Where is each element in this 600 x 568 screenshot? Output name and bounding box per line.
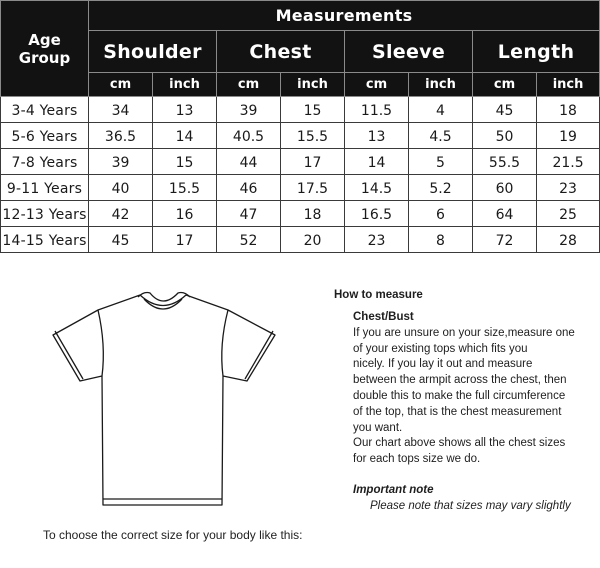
shoulder-cm-cell: 36.5: [89, 123, 153, 149]
guide-title: How to measure: [334, 289, 423, 301]
age-cell: 7-8 Years: [1, 149, 89, 175]
length-inch-cell: 23: [537, 175, 600, 201]
guide-line: If you are unsure on your size,measure one: [353, 326, 575, 339]
size-caption: To choose the correct size for your body like this:: [43, 528, 303, 542]
measurements-header: Measurements: [89, 1, 600, 31]
guide-line: for each tops size we do.: [353, 453, 481, 466]
chest-inch-cell: 20: [281, 227, 345, 253]
spacer: [353, 468, 600, 483]
guide-line: Our chart above shows all the chest sizes: [353, 437, 566, 450]
chest-cm-cell: 47: [217, 201, 281, 227]
length-inch-cell: 19: [537, 123, 600, 149]
important-note-title: Important note: [353, 483, 434, 496]
chest-cm-cell: 52: [217, 227, 281, 253]
guide-line: of the top, that is the chest measurement: [353, 405, 562, 418]
length-cm-cell: 50: [473, 123, 537, 149]
length-cm-cell: 72: [473, 227, 537, 253]
age-cell: 3-4 Years: [1, 97, 89, 123]
sleeve-cm-cell: 16.5: [345, 201, 409, 227]
sleeve-cm-cell: 14.5: [345, 175, 409, 201]
shoulder-header: Shoulder: [89, 31, 217, 73]
shoulder-cm-cell: 40: [89, 175, 153, 201]
shoulder-inch-cell: 15: [153, 149, 217, 175]
table-row: [1, 175, 600, 201]
shoulder-inch-cell: 14: [153, 123, 217, 149]
sleeve-inch-header: inch: [409, 73, 473, 97]
length-cm-cell: 64: [473, 201, 537, 227]
sleeve-cm-cell: 14: [345, 149, 409, 175]
sleeve-inch-cell: 8: [409, 227, 473, 253]
chest-inch-cell: 17.5: [281, 175, 345, 201]
guide-line: between the armpit across the chest, then: [353, 374, 567, 387]
shoulder-cm-cell: 34: [89, 97, 153, 123]
chest-cm-cell: 40.5: [217, 123, 281, 149]
important-note-text: Please note that sizes may vary slightly: [370, 499, 571, 512]
length-inch-header: inch: [537, 73, 600, 97]
chest-inch-cell: 17: [281, 149, 345, 175]
table-row: [1, 227, 600, 253]
guide-line: double this to make the full circumference: [353, 389, 566, 402]
guide-line: of your existing tops which fits you: [353, 342, 528, 355]
guide-body: [334, 310, 600, 515]
length-cm-cell: 60: [473, 175, 537, 201]
chest-cm-cell: 46: [217, 175, 281, 201]
chest-cm-header: cm: [217, 73, 281, 97]
shoulder-inch-cell: 15.5: [153, 175, 217, 201]
sleeve-header: Sleeve: [345, 31, 473, 73]
sleeve-inch-cell: 5.2: [409, 175, 473, 201]
age-group-header: [1, 1, 89, 97]
table-row: [1, 201, 600, 227]
sleeve-cm-cell: 13: [345, 123, 409, 149]
sleeve-inch-cell: 4: [409, 97, 473, 123]
guide-subtitle: Chest/Bust: [353, 311, 414, 323]
chest-header: Chest: [217, 31, 345, 73]
size-chart-table: [0, 0, 600, 253]
age-cell: 5-6 Years: [1, 123, 89, 149]
chest-inch-cell: 18: [281, 201, 345, 227]
sleeve-cm-header: cm: [345, 73, 409, 97]
shoulder-cm-cell: 42: [89, 201, 153, 227]
length-cm-cell: 45: [473, 97, 537, 123]
sleeve-inch-cell: 4.5: [409, 123, 473, 149]
sleeve-cm-cell: 23: [345, 227, 409, 253]
age-cell: 12-13 Years: [1, 201, 89, 227]
length-inch-cell: 25: [537, 201, 600, 227]
length-inch-cell: 28: [537, 227, 600, 253]
tshirt-outline-icon: [40, 285, 285, 510]
shoulder-cm-cell: 39: [89, 149, 153, 175]
length-header: Length: [473, 31, 600, 73]
guide-line: nicely. If you lay it out and measure: [353, 358, 533, 371]
shoulder-inch-cell: 17: [153, 227, 217, 253]
shoulder-cm-cell: 45: [89, 227, 153, 253]
age-cell: 9-11 Years: [1, 175, 89, 201]
sleeve-inch-cell: 5: [409, 149, 473, 175]
shoulder-inch-cell: 13: [153, 97, 217, 123]
sleeve-cm-cell: 11.5: [345, 97, 409, 123]
table-row: [1, 123, 600, 149]
guide-line: you want.: [353, 421, 403, 434]
chest-inch-header: inch: [281, 73, 345, 97]
sleeve-inch-cell: 6: [409, 201, 473, 227]
chest-inch-cell: 15.5: [281, 123, 345, 149]
shoulder-cm-header: cm: [89, 73, 153, 97]
length-inch-cell: 21.5: [537, 149, 600, 175]
length-inch-cell: 18: [537, 97, 600, 123]
table-row: [1, 149, 600, 175]
shoulder-inch-header: inch: [153, 73, 217, 97]
chest-inch-cell: 15: [281, 97, 345, 123]
table-row: [1, 97, 600, 123]
age-cell: 14-15 Years: [1, 227, 89, 253]
chest-cm-cell: 44: [217, 149, 281, 175]
shoulder-inch-cell: 16: [153, 201, 217, 227]
length-cm-cell: 55.5: [473, 149, 537, 175]
measure-guide: [334, 289, 600, 515]
chest-cm-cell: 39: [217, 97, 281, 123]
length-cm-header: cm: [473, 73, 537, 97]
age-group-header-text: Age Group: [18, 30, 71, 67]
